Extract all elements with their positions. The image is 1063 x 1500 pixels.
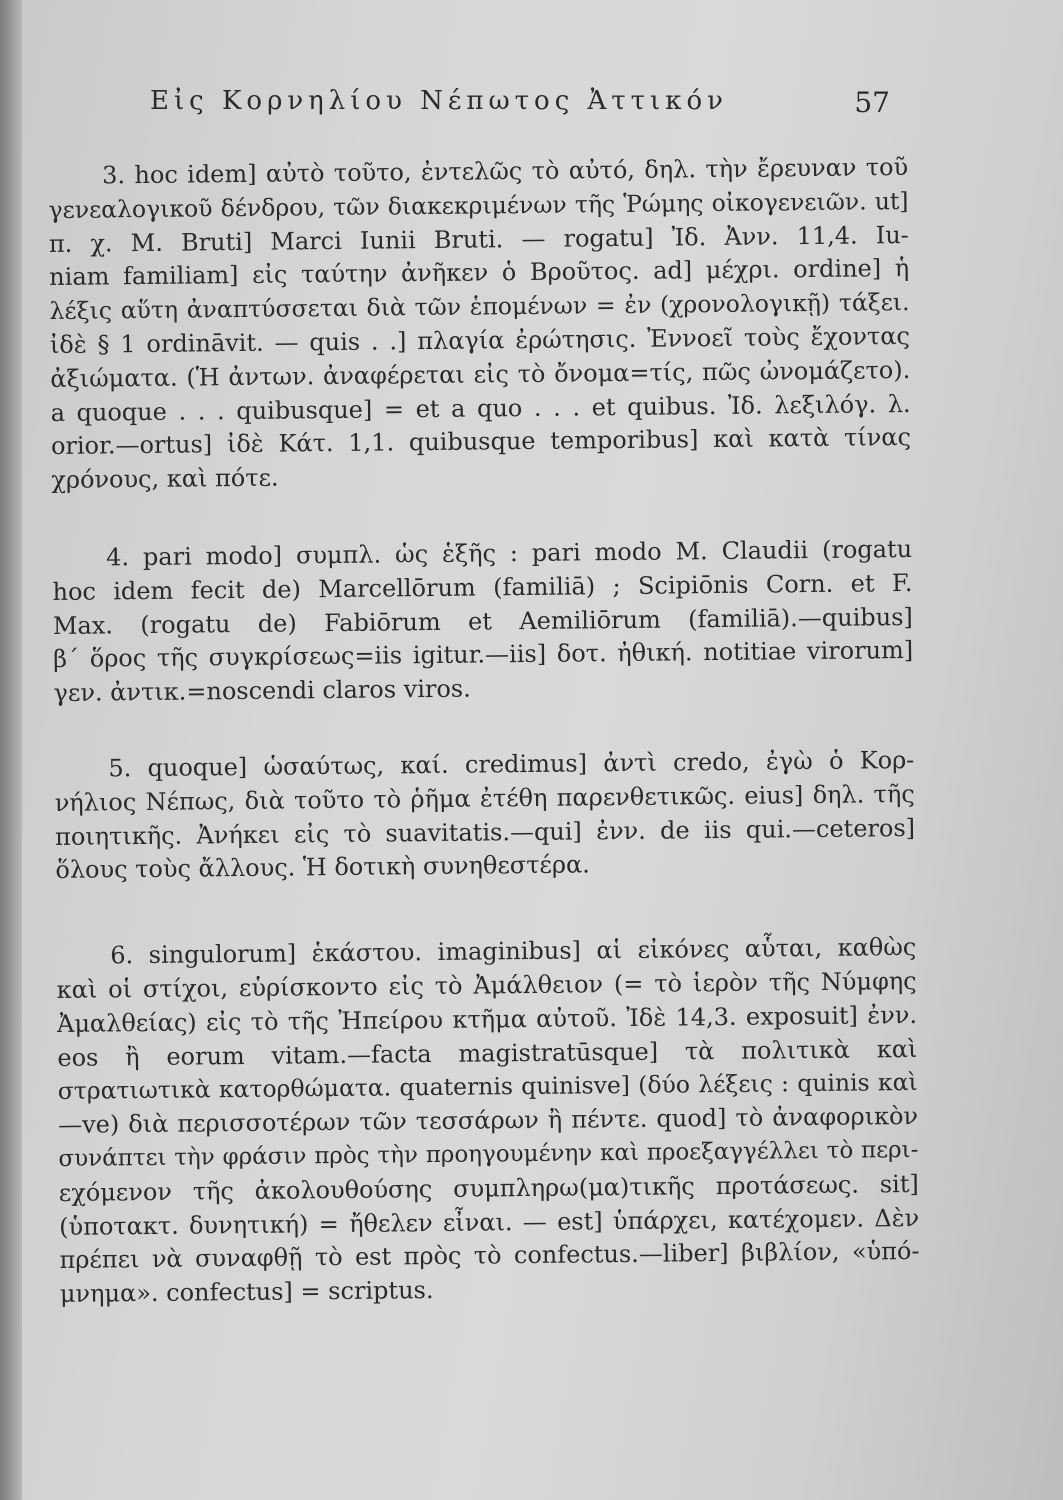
paragraph-5 bbox=[54, 744, 915, 888]
text-line: β΄ ὅρος τῆς συγκρίσεως=iis igitur.—iis] δοτ. ἠθική. notitiae virorum] bbox=[53, 636, 914, 674]
text-line: πρέπει νὰ συναφθῇ τὸ est πρὸς τὸ confectus.—liber] βιβλίον, «ὑπό- bbox=[59, 1237, 920, 1275]
text-line: hoc idem fecit de) Marcellōrum (familiā) ; Scipiōnis Corn. et F. bbox=[52, 568, 913, 606]
text-line: γεν. ἀντικ.=noscendi claros viros. bbox=[53, 674, 471, 708]
paragraph-3 bbox=[48, 151, 911, 498]
text-line: —ve) διὰ περισσοτέρων τῶν τεσσάρων ἢ πέντε. quod] τὸ ἀναφορικὸν bbox=[57, 1102, 919, 1140]
text-line: 5. quoque] ὡσαύτως, καί. credimus] ἀντὶ credo, ἐγὼ ὁ Κορ- bbox=[108, 745, 915, 783]
text-line: στρατιωτικὰ κατορθώματα. quaternis quinisve] (δύο λέξεις : quinis καὶ bbox=[57, 1068, 918, 1106]
text-line: λέξις αὕτη ἀναπτύσσεται διὰ τῶν ἑπομένων = ἐν (χρονολογικῇ) τάξει. bbox=[49, 288, 910, 326]
text-line: ἀξιώματα. (Ἡ ἀντων. ἀναφέρεται εἰς τὸ ὄνομα=τίς, πῶς ὠνομάζετο). bbox=[50, 355, 911, 393]
text-line: ὅλους τοὺς ἄλλους. Ἡ δοτικὴ συνηθεστέρα. bbox=[55, 850, 590, 885]
page-number: 57 bbox=[854, 86, 890, 119]
text-line: νήλιος Νέπως, διὰ τοῦτο τὸ ῥῆμα ἐτέθη παρενθετικῶς. eius] δηλ. τῆς bbox=[54, 779, 915, 817]
text-line: π. χ. M. Bruti] Marci Iunii Bruti. — rogatu] Ἰδ. Ἀνν. 11,4. Iu- bbox=[48, 220, 909, 258]
text-line: συνάπτει τὴν φράσιν πρὸς τὴν προηγουμένην καὶ προεξαγγέλλει τὸ περι- bbox=[58, 1136, 919, 1172]
page-header bbox=[150, 86, 890, 130]
text-line: 4. pari modo] συμπλ. ὡς ἑξῆς : pari modo M. Claudii (rogatu bbox=[106, 534, 913, 572]
page-edge-shadow bbox=[0, 0, 22, 1500]
text-line: ποιητικῆς. Ἀνήκει εἰς τὸ suavitatis.—qui] ἐνν. de iis qui.—ceteros] bbox=[54, 813, 916, 851]
paragraph-6 bbox=[56, 931, 920, 1312]
text-line: γενεαλογικοῦ δένδρου, τῶν διακεκριμένων τῆς Ῥώμης οἰκογενειῶν. ut] bbox=[48, 186, 909, 224]
text-line: niam familiam] εἰς ταύτην ἀνῆκεν ὁ Βροῦτος. ad] μέχρι. ordine] ἡ bbox=[49, 254, 910, 292]
text-line: eos ἢ eorum vitam.—facta magistratūsque] τὰ πολιτικὰ καὶ bbox=[57, 1034, 918, 1072]
text-line: χρόνους, καὶ πότε. bbox=[51, 463, 279, 495]
text-line: 3. hoc idem] αὐτὸ τοῦτο, ἐντελῶς τὸ αὐτό, δηλ. τὴν ἔρευναν τοῦ bbox=[102, 152, 909, 190]
text-line: a quoque . . . quibusque] = et a quo . . . et quibus. Ἰδ. λεξιλόγ. λ. bbox=[50, 389, 911, 427]
text-line: μνημα». confectus] = scriptus. bbox=[59, 1276, 434, 1309]
text-line: (ὑποτακτ. δυνητική) = ἤθελεν εἶναι. — est] ὑπάρχει, κατέχομεν. Δὲν bbox=[59, 1203, 920, 1241]
text-line: orior.—ortus] ἰδὲ Κάτ. 1,1. quibusque temporibus] καὶ κατὰ τίνας bbox=[50, 423, 912, 461]
paragraph-4 bbox=[52, 533, 914, 711]
text-line: εχόμενον τῆς ἀκολουθούσης συμπληρω(μα)τικῆς προτάσεως. sit] bbox=[58, 1169, 919, 1207]
text-line: 6. singulorum] ἑκάστου. imaginibus] αἱ εἰκόνες αὗται, καθὼς bbox=[110, 933, 917, 970]
text-line: Ἀμαλθείας) εἰς τὸ τῆς Ἠπείρου κτῆμα αὐτοῦ. Ἰδὲ 14,3. exposuit] ἐνν. bbox=[56, 1000, 918, 1038]
text-line: καὶ οἱ στίχοι, εὑρίσκοντο εἰς τὸ Ἀμάλθειον (= τὸ ἱερὸν τῆς Νύμφης bbox=[56, 966, 917, 1004]
text-line: ἰδὲ § 1 ordināvit. — quis . .] πλαγία ἐρώτησις. Ἐννοεῖ τοὺς ἔχοντας bbox=[49, 321, 911, 359]
commentary-text bbox=[48, 151, 920, 1312]
text-line: Max. (rogatu de) Fabiōrum et Aemiliōrum (familiā).—quibus] bbox=[52, 602, 913, 640]
running-head: Εἰς Κορνηλίου Νέπωτος Ἀττικόν bbox=[150, 86, 728, 116]
